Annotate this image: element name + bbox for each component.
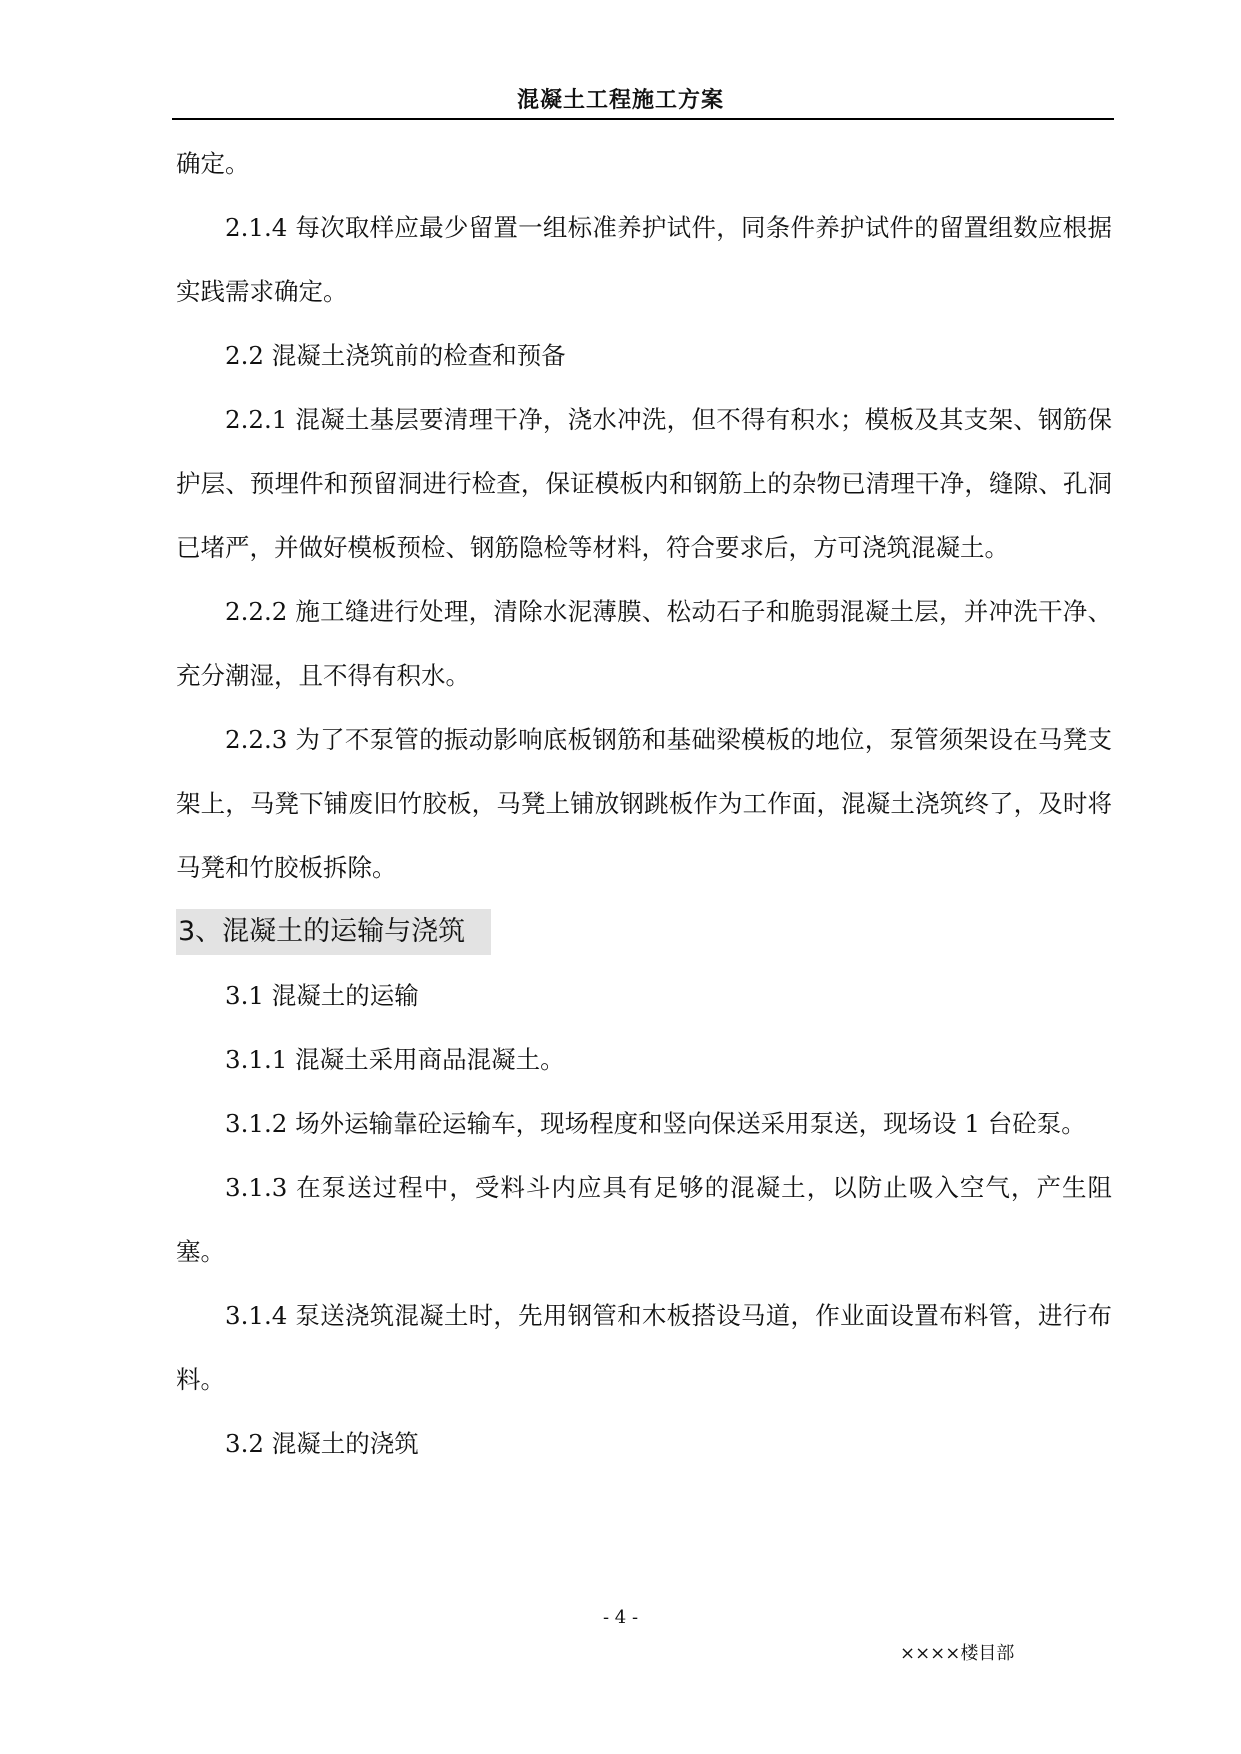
paragraph-3-1-3: 3.1.3 在泵送过程中，受料斗内应具有足够的混凝土，以防止吸入空气，产生阻塞。 — [176, 1173, 1112, 1266]
paragraph-2-2-1: 2.2.1 混凝土基层要清理干净，浇水冲洗，但不得有积水；模板及其支架、钢筋保护层、预埋件和预留洞进行检查，保证模板内和钢筋上的杂物已清理干净，缝隙、孔洞已堵严，并做好模板预检、钢筋隐检等材料，符合要求后，方可浇筑混凝土。 — [176, 405, 1112, 562]
subheading-3-1: 3.1 混凝土的运输 — [225, 981, 419, 1010]
paragraph-3-1-2: 3.1.2 场外运输靠砼运输车，现场程度和竖向保送采用泵送，现场设 1 台砼泵。 — [225, 1109, 1086, 1138]
document-body — [176, 132, 1112, 1476]
paragraph-3-1-4: 3.1.4 泵送浇筑混凝土时，先用钢管和木板搭设马道，作业面设置布料管，进行布料。 — [176, 1301, 1112, 1394]
paragraph-2-2-2: 2.2.2 施工缝进行处理，清除水泥薄膜、松动石子和脆弱混凝土层，并冲洗干净、充分潮湿，且不得有积水。 — [176, 597, 1112, 690]
page-number: - 4 - — [602, 1607, 639, 1628]
subheading-2-2: 2.2 混凝土浇筑前的检查和预备 — [225, 341, 566, 370]
page-header-title: 混凝土工程施工方案 — [516, 88, 724, 113]
paragraph-3-1-1: 3.1.1 混凝土采用商品混凝土。 — [225, 1045, 565, 1074]
paragraph-2-2-3: 2.2.3 为了不泵管的振动影响底板钢筋和基础梁模板的地位，泵管须架设在马凳支架上，马凳下铺废旧竹胶板，马凳上铺放钢跳板作为工作面，混凝土浇筑终了，及时将马凳和竹胶板拆除。 — [176, 725, 1112, 882]
paragraph: 确定。 — [176, 149, 250, 178]
header-divider — [172, 118, 1114, 120]
paragraph-2-1-4: 2.1.4 每次取样应最少留置一组标准养护试件，同条件养护试件的留置组数应根据实践需求确定。 — [176, 213, 1112, 306]
footer-organization: ××××楼目部 — [900, 1643, 1015, 1664]
subheading-3-2: 3.2 混凝土的浇筑 — [225, 1429, 419, 1458]
section-heading-3: 3、混凝土的运输与浇筑 — [176, 909, 491, 955]
